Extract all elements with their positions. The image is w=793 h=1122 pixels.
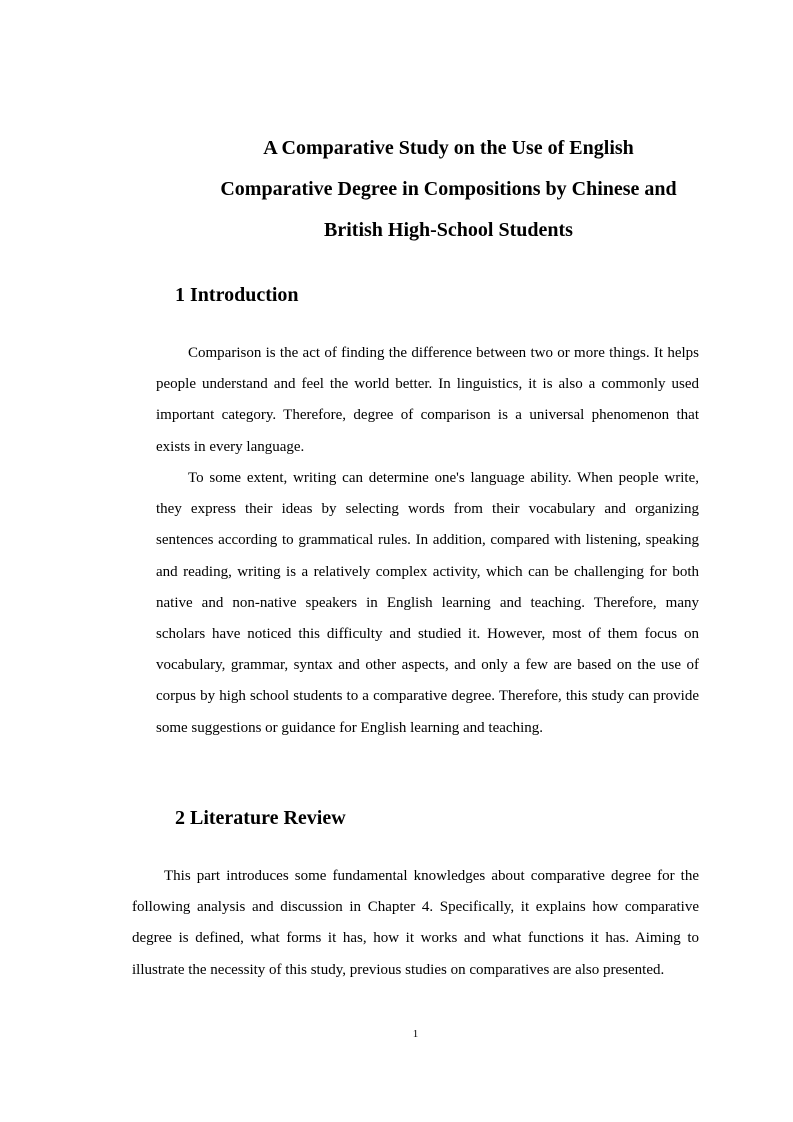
section-heading-literature-review: 2 Literature Review [175, 807, 346, 829]
page-number: 1 [412, 1028, 419, 1040]
paper-title-line-2: Comparative Degree in Compositions by Chinese and [220, 178, 677, 200]
section-heading-introduction: 1 Introduction [175, 284, 299, 306]
introduction-paragraph-1: Comparison is the act of finding the difference between two or more things. It helps people understand and feel the world better. In linguistics, it is also a commonly used important category. Therefore, degree of comparison is a universal phenomenon that exists in every language. [156, 345, 699, 455]
paper-title-line-1: A Comparative Study on the Use of English [263, 137, 634, 159]
literature-review-paragraph-1: This part introduces some fundamental knowledges about comparative degree for the following analysis and discussion in Chapter 4. Specifically, it explains how comparative degree is defined, what forms it has, how it works and what functions it has. Aiming to illustrate the necessity of this study, previous studies on comparatives are also presented. [132, 868, 699, 978]
introduction-paragraph-2: To some extent, writing can determine one's language ability. When people write, they express their ideas by selecting words from their vocabulary and organizing sentences according to grammatical rules. In addition, compared with listening, speaking and reading, writing is a relatively complex activity, which can be challenging for both native and non-native speakers in English learning and teaching. Therefore, many scholars have noticed this difficulty and studied it. However, most of them focus on vocabulary, grammar, syntax and other aspects, and only a few are based on the use of corpus by high school students to a comparative degree. Therefore, this study can provide some suggestions or guidance for English learning and teaching. [156, 470, 699, 736]
paper-title-line-3: British High-School Students [324, 219, 573, 241]
